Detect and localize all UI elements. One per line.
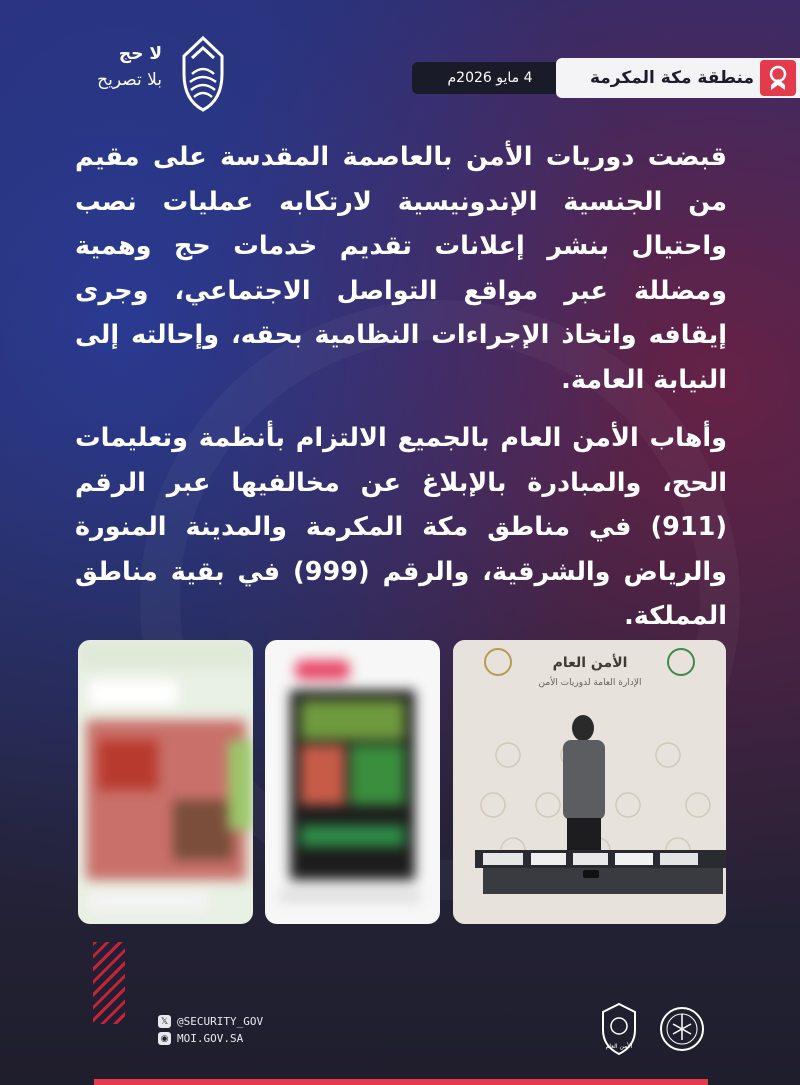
logo-text-line-2: بلا تصريح [97, 70, 162, 90]
globe-icon: ◉ [158, 1032, 171, 1045]
wall-subtitle: الإدارة العامة لدوريات الأمن [538, 678, 642, 688]
website-row[interactable] [158, 1030, 263, 1047]
region-pill [556, 58, 800, 98]
social-links [158, 1013, 263, 1047]
blurred-screenshot-post [265, 640, 440, 924]
date-label: 4 مايو 2026م [412, 62, 568, 94]
emblem-label: الأمن العام [605, 1043, 633, 1050]
x-icon: 𝕏 [158, 1015, 171, 1028]
wall-title: الأمن العام [552, 655, 628, 671]
blurred-screenshot-chat [78, 640, 253, 924]
logo-text-line-1: لا حج [118, 44, 162, 64]
decorative-hatch [93, 942, 125, 1024]
bottom-accent-bar [94, 1079, 708, 1085]
location-pin-icon [760, 60, 796, 96]
news-body [75, 135, 727, 639]
region-date-bar [414, 58, 800, 98]
x-handle[interactable]: @SECURITY_GOV [177, 1015, 264, 1028]
paragraph-2: وأهاب الأمن العام بالجميع الالتزام بأنظمة وتعليمات الحج، والمبادرة بالإبلاغ عن مخالفيها عبر الرقم (911) في مناطق مكة المكرمة والمدينة المنورة والرياض والشرقية، والرقم (999) في بقية مناطق المملكة. [75, 423, 727, 631]
arrest-scene [453, 640, 726, 924]
x-handle-row[interactable] [158, 1013, 263, 1030]
arrest-photo [453, 640, 726, 924]
website-link[interactable]: MOI.GOV.SA [177, 1032, 244, 1045]
fingerprint-shield-icon [172, 34, 234, 114]
hajj-permit-logo [70, 34, 235, 114]
paragraph-1: قبضت دوريات الأمن بالعاصمة المقدسة على مقيم من الجنسية الإندونيسية لارتكابه عمليات نصب واحتيال بنشر إعلانات تقديم خدمات حج وهمية ومضللة عبر مواقع التواصل الاجتماعي، وجرى إيقافه واتخاذ الإجراءات النظامية بحقه، وإحالته إلى النيابة العامة. [75, 142, 727, 395]
region-label: منطقة مكة المكرمة [589, 68, 754, 88]
blurred-content [265, 640, 440, 924]
blurred-content [78, 640, 253, 924]
public-security-emblem-icon [595, 1000, 643, 1058]
ministry-emblem-icon [657, 1000, 707, 1058]
